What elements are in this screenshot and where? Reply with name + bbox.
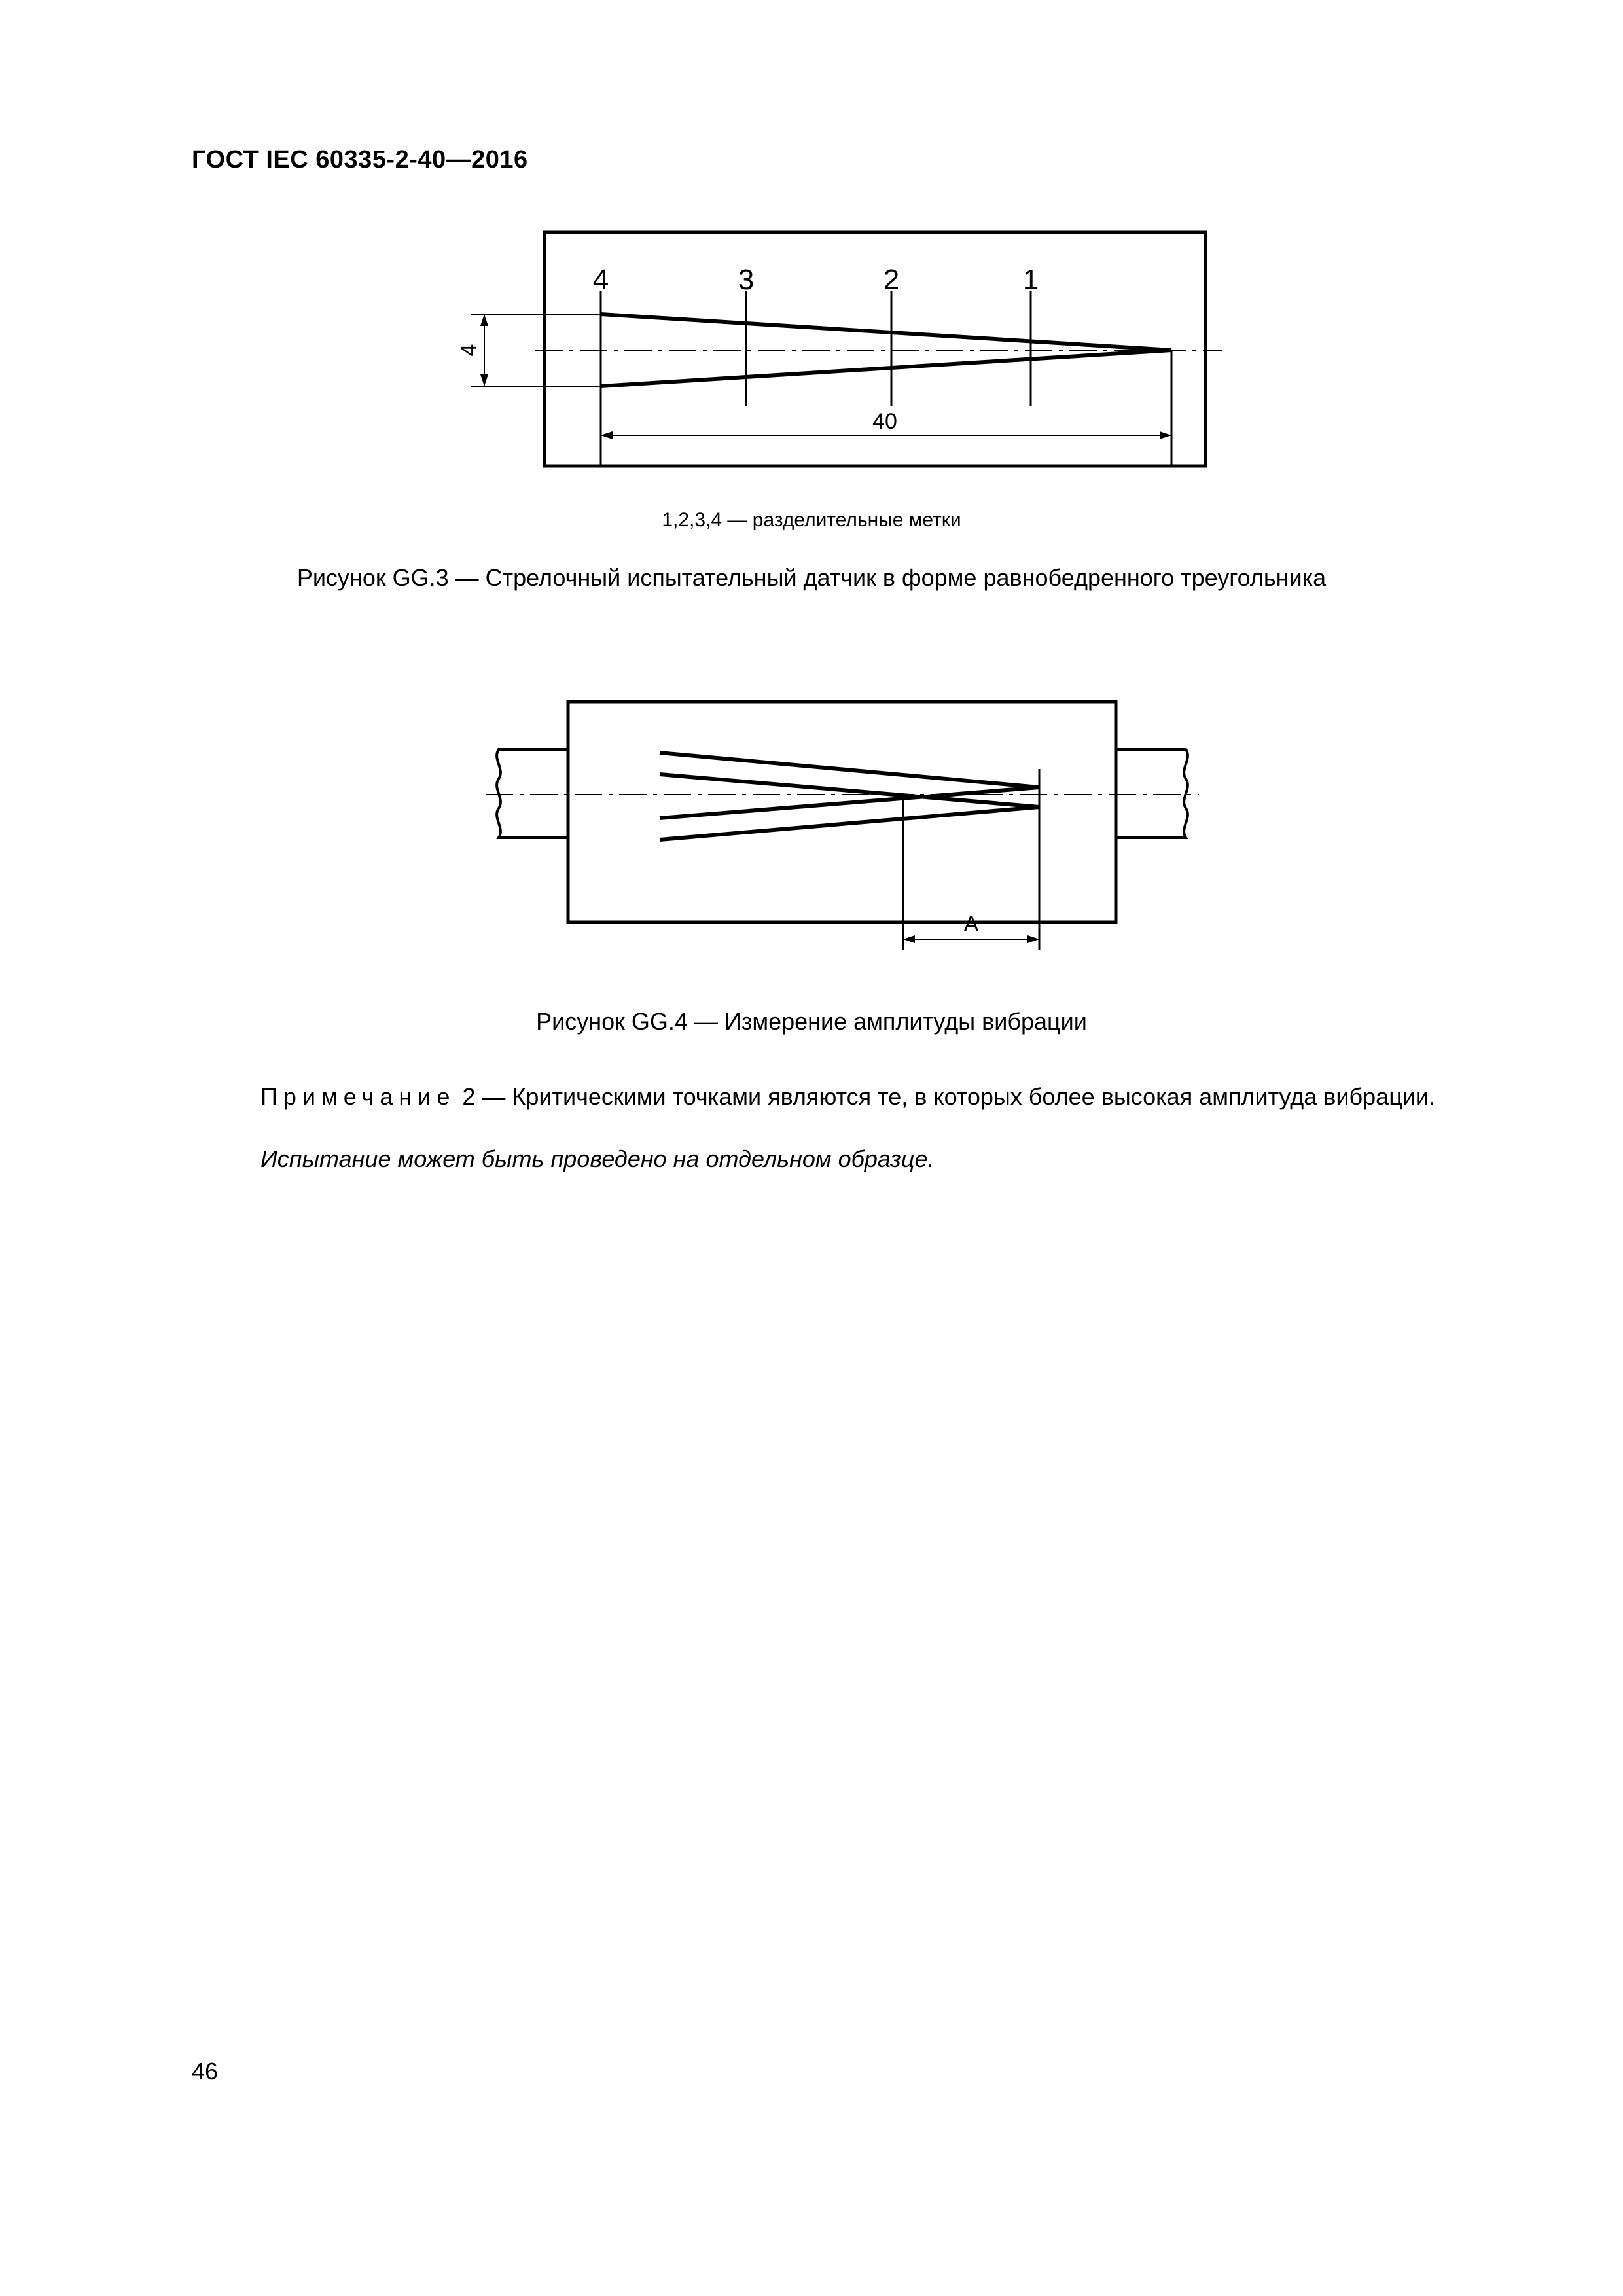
gg3-mark-label-3: 3	[738, 264, 755, 296]
page-number: 46	[192, 2058, 219, 2085]
italic-paragraph: Испытание может быть проведено на отдельном образце.	[260, 1145, 935, 1172]
gg3-length-label: 40	[872, 409, 897, 434]
figure-gg3-drawing	[0, 223, 1623, 484]
gg4-left-shaft	[497, 749, 568, 838]
note-prefix: Примечание	[260, 1083, 456, 1110]
note-text: 2 — Критическими точками являются те, в которых более высокая амплитуда вибрации.	[455, 1083, 1436, 1110]
gg3-mark-label-4: 4	[592, 264, 609, 296]
gg3-triangle-bottom	[601, 350, 1171, 386]
figure-gg3-caption: Рисунок GG.3 — Стрелочный испытательный датчик в форме равнобедренного треугольника	[296, 564, 1327, 591]
figure-gg4	[0, 687, 1623, 962]
document-header: ГОСТ IEC 60335-2-40—2016	[192, 146, 528, 173]
gg4-right-shaft	[1116, 749, 1188, 838]
gg4-body	[568, 702, 1116, 922]
note-paragraph	[260, 1083, 1435, 1111]
figure-gg4-caption: Рисунок GG.4 — Измерение амплитуды вибрации	[536, 1008, 1087, 1035]
figure-gg3	[0, 223, 1623, 484]
gg3-mark-label-2: 2	[883, 264, 900, 296]
gg4-dimension-label: A	[963, 912, 979, 937]
figure-gg4-drawing	[0, 687, 1623, 962]
gg3-triangle-top	[601, 314, 1171, 350]
gg3-mark-label-1: 1	[1022, 264, 1039, 296]
gg3-height-label: 4	[457, 344, 482, 357]
figure-gg3-legend: 1,2,3,4 — разделительные метки	[662, 509, 961, 531]
